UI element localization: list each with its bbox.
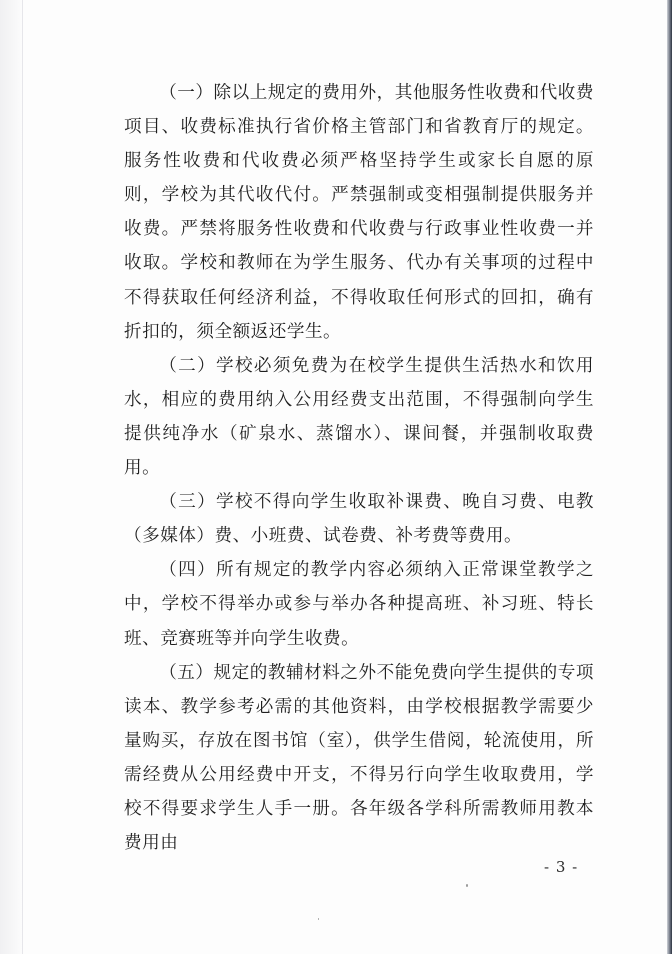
scan-speck (466, 884, 468, 887)
document-body (124, 76, 594, 860)
paragraph-1: （一）除以上规定的费用外，其他服务性收费和代收费项目、收费标准执行省价格主管部门和省教育厅的规定。服务性收费和代收费必须严格坚持学生或家长自愿的原则，学校为其代收代付。严禁强制或变相强制提供服务并收费。严禁将服务性收费和代收费与行政事业性收费一并收取。学校和教师在为学生服务、代办有关事项的过程中不得获取任何经济利益，不得收取任何形式的回扣，确有折扣的，须全额返还学生。 (124, 83, 594, 342)
paragraph-5: （五）规定的教辅材料之外不能免费向学生提供的专项读本、教学参考必需的其他资料，由学校根据教学需要少量购买，存放在图书馆（室），供学生借阅，轮流使用，所需经费从公用经费中开支，不得另行向学生收取费用，学校不得要求学生人手一册。各年级各学科所需教师用教本费用由 (124, 662, 594, 854)
binding-edge-shadow (0, 0, 24, 954)
scan-speck (318, 918, 319, 920)
paragraph-3: （三）学校不得向学生收取补课费、晚自习费、电教（多媒体）费、小班费、试卷费、补考费等费用。 (124, 492, 594, 547)
binding-line (22, 0, 23, 954)
page-right-edge-shadow (667, 0, 672, 954)
page-number: - 3 - (544, 858, 579, 876)
paragraph-4: （四）所有规定的教学内容必须纳入正常课堂教学之中，学校不得举办或参与举办各种提高班、补习班、特长班、竞赛班等并向学生收费。 (124, 560, 594, 649)
paragraph-2: （二）学校必须免费为在校学生提供生活热水和饮用水，相应的费用纳入公用经费支出范围，不得强制向学生提供纯净水（矿泉水、蒸馏水）、课间餐，并强制收取费用。 (124, 355, 594, 479)
